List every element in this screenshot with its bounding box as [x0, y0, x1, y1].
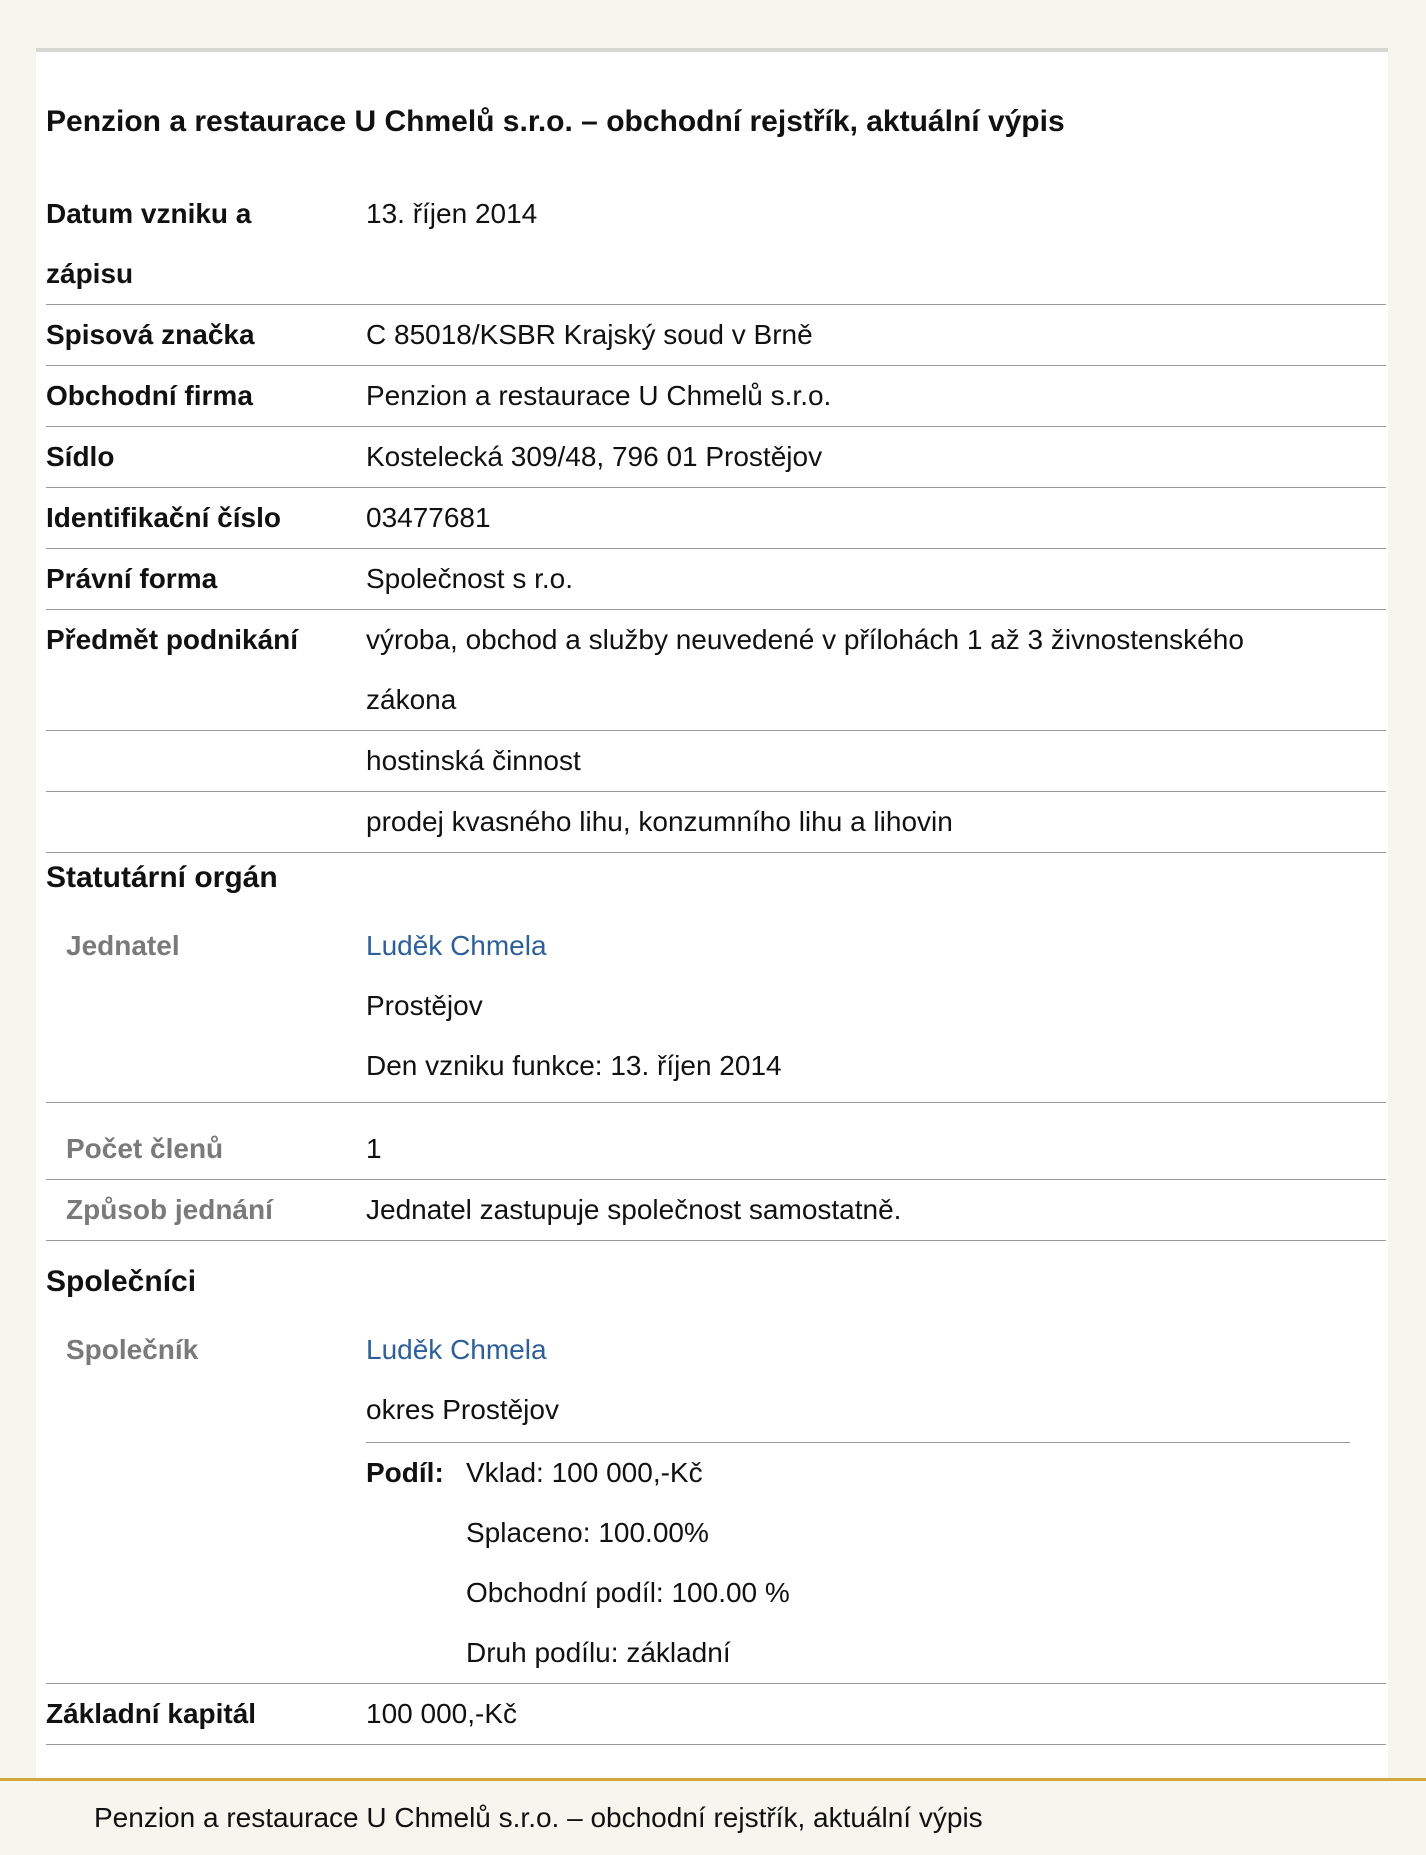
basic-info-table: [46, 184, 1386, 853]
spis-label: Spisová značka: [46, 305, 366, 366]
table-row: [46, 792, 1386, 853]
statutarni-table: [46, 916, 1386, 1241]
spolecnik-label: Společník: [46, 1320, 366, 1684]
table-row: [46, 916, 1386, 1103]
table-row: [46, 1684, 1386, 1745]
predmet-empty: [46, 792, 366, 853]
predmet-empty: [46, 731, 366, 792]
jednatel-place: Prostějov: [366, 990, 483, 1021]
jednatel-name-link[interactable]: Luděk Chmela: [366, 930, 547, 961]
spolecnik-place: okres Prostějov: [366, 1394, 559, 1425]
table-row: [46, 305, 1386, 366]
footer: [0, 1778, 1426, 1855]
predmet-label: Předmět podnikání: [46, 610, 366, 731]
firma-label: Obchodní firma: [46, 366, 366, 427]
statutarni-heading: Statutární orgán: [46, 861, 278, 894]
table-row: [46, 1320, 1386, 1684]
table-row: [46, 731, 1386, 792]
table-row: [46, 427, 1386, 488]
datum-label: Datum vzniku a zápisu: [46, 184, 366, 305]
podil-splaceno: Splaceno: 100.00%: [466, 1517, 709, 1548]
footer-text: Penzion a restaurace U Chmelů s.r.o. – obchodní rejstřík, aktuální výpis: [94, 1802, 983, 1833]
podil-block: [366, 1442, 1350, 1683]
podil-label: Podíl:: [366, 1457, 444, 1488]
table-row: [46, 184, 1386, 305]
table-row: [46, 488, 1386, 549]
sidlo-value: Kostelecká 309/48, 796 01 Prostějov: [366, 427, 1386, 488]
podil-druh: Druh podílu: základní: [466, 1637, 731, 1668]
table-row: [46, 610, 1386, 731]
zpusob-label: Způsob jednání: [46, 1180, 366, 1241]
podil-vklad: Vklad: 100 000,-Kč: [466, 1457, 703, 1488]
sidlo-label: Sídlo: [46, 427, 366, 488]
spolecnik-name-link[interactable]: Luděk Chmela: [366, 1334, 547, 1365]
forma-label: Právní forma: [46, 549, 366, 610]
predmet-item: hostinská činnost: [366, 731, 1386, 792]
zpusob-value: Jednatel zastupuje společnost samostatně.: [366, 1180, 1386, 1241]
jednatel-details: [366, 916, 1386, 1103]
table-row: [46, 366, 1386, 427]
datum-value: 13. říjen 2014: [366, 184, 1386, 305]
kapital-value: 100 000,-Kč: [366, 1684, 1386, 1745]
table-row: [46, 1103, 1386, 1180]
table-row: [46, 549, 1386, 610]
jednatel-label: Jednatel: [46, 916, 366, 1103]
spolecnici-table: [46, 1320, 1386, 1745]
spolecnici-heading: Společníci: [46, 1265, 197, 1298]
pocet-value: 1: [366, 1103, 1386, 1180]
page-title: Penzion a restaurace U Chmelů s.r.o. – obchodní rejstřík, aktuální výpis: [46, 105, 1065, 138]
table-row: [46, 1180, 1386, 1241]
podil-obchodni: Obchodní podíl: 100.00 %: [466, 1577, 790, 1608]
spis-value: C 85018/KSBR Krajský soud v Brně: [366, 305, 1386, 366]
podil-values: [466, 1443, 790, 1683]
firma-value: Penzion a restaurace U Chmelů s.r.o.: [366, 366, 1386, 427]
kapital-label: Základní kapitál: [46, 1684, 366, 1745]
ic-label: Identifikační číslo: [46, 488, 366, 549]
jednatel-since: Den vzniku funkce: 13. říjen 2014: [366, 1050, 782, 1081]
pocet-label: Počet členů: [46, 1103, 366, 1180]
spolecnik-details: [366, 1320, 1386, 1684]
content-card: [36, 48, 1388, 1782]
predmet-item: prodej kvasného lihu, konzumního lihu a lihovin: [366, 792, 1386, 853]
predmet-item: výroba, obchod a služby neuvedené v přílohách 1 až 3 živnostenského zákona: [366, 610, 1386, 731]
ic-value: 03477681: [366, 488, 1386, 549]
forma-value: Společnost s r.o.: [366, 549, 1386, 610]
